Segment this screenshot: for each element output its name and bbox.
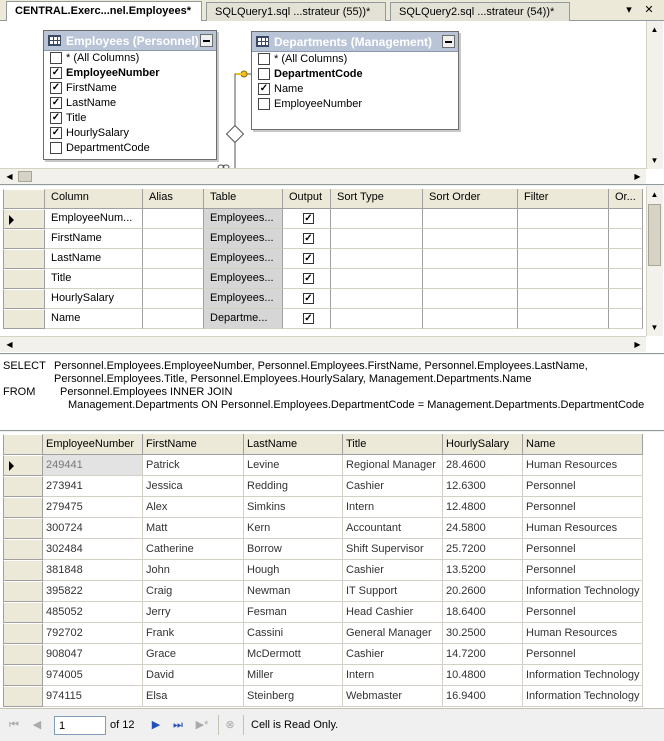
results-cell[interactable]: 14.7200 — [443, 644, 523, 665]
results-column-header[interactable]: EmployeeNumber — [43, 434, 143, 455]
column-checkbox[interactable] — [258, 68, 270, 80]
column-label: EmployeeNumber — [66, 67, 160, 79]
criteria-alias-cell[interactable] — [143, 249, 204, 269]
criteria-sort_order-cell[interactable] — [423, 309, 518, 329]
tab-list-dropdown-icon[interactable]: ▾ — [626, 4, 632, 16]
row-selector[interactable] — [3, 581, 43, 602]
statusbar-separator — [243, 715, 244, 735]
criteria-column-header[interactable]: Output — [283, 189, 331, 209]
minimize-icon[interactable] — [200, 34, 213, 47]
row-selector[interactable] — [3, 209, 45, 229]
column-checkbox[interactable] — [50, 52, 62, 64]
results-cell[interactable]: Personnel — [523, 539, 643, 560]
new-record-icon[interactable]: ▶* — [195, 719, 209, 731]
results-cell[interactable]: 485052 — [43, 602, 143, 623]
criteria-or-cell[interactable] — [609, 309, 643, 329]
results-cell[interactable]: 249441 — [43, 455, 143, 476]
first-record-icon[interactable]: ⏮ — [9, 719, 19, 731]
row-selector[interactable] — [3, 665, 43, 686]
departments-table-title-text: Departments (Management) — [274, 35, 433, 49]
results-cell[interactable]: Elsa — [143, 686, 244, 707]
criteria-column-header[interactable]: Sort Order — [423, 189, 518, 209]
criteria-vertical-scrollbar[interactable] — [646, 186, 663, 336]
diagram-vertical-scrollbar[interactable] — [646, 21, 663, 169]
departments-column-row[interactable] — [252, 67, 458, 82]
column-label: FirstName — [66, 82, 117, 94]
column-label: HourlySalary — [66, 127, 129, 139]
results-cell[interactable]: Human Resources — [523, 518, 643, 539]
criteria-column-header[interactable]: Table — [204, 189, 283, 209]
results-cell[interactable]: Redding — [244, 476, 343, 497]
criteria-or-cell[interactable] — [609, 249, 643, 269]
sql-pane[interactable] — [0, 355, 664, 431]
sql-select-line-2: Personnel.Employees.Title, Personnel.Employees.HourlySalary, Management.Departments.Name — [54, 373, 532, 385]
column-label: EmployeeNumber — [274, 98, 363, 110]
stop-icon[interactable]: ⊗ — [225, 719, 235, 731]
column-checkbox[interactable]: ✓ — [51, 127, 61, 138]
last-record-icon[interactable]: ⏭ — [173, 719, 183, 731]
results-cell[interactable]: Catherine — [143, 539, 244, 560]
record-count-label: of 12 — [110, 719, 135, 731]
results-cell[interactable]: Personnel — [523, 497, 643, 518]
row-selector[interactable] — [3, 269, 45, 289]
column-label: * (All Columns) — [66, 52, 140, 64]
row-selector[interactable] — [3, 623, 43, 644]
results-cell[interactable]: Shift Supervisor — [343, 539, 443, 560]
column-label: Name — [274, 83, 304, 95]
criteria-table-cell[interactable]: Employees... — [204, 289, 283, 309]
employees-column-row[interactable] — [44, 141, 216, 156]
results-cell[interactable]: 273941 — [43, 476, 143, 497]
employees-column-row[interactable] — [44, 96, 216, 111]
diagram-horizontal-scrollbar[interactable] — [0, 168, 646, 184]
results-cell[interactable]: Intern — [343, 497, 443, 518]
criteria-or-cell[interactable] — [609, 289, 643, 309]
tab-sqlquery1[interactable]: SQLQuery1.sql ...strateur (55))* — [206, 2, 386, 21]
output-checkbox[interactable]: ✓ — [304, 313, 313, 324]
results-cell[interactable]: Cassini — [244, 623, 343, 644]
results-cell[interactable]: 12.6300 — [443, 476, 523, 497]
criteria-sort_type-cell[interactable] — [331, 289, 423, 309]
row-selector[interactable] — [3, 602, 43, 623]
results-cell[interactable]: Hough — [244, 560, 343, 581]
results-cell[interactable]: 18.6400 — [443, 602, 523, 623]
departments-table-title[interactable] — [252, 32, 458, 52]
results-cell[interactable]: Borrow — [244, 539, 343, 560]
criteria-or-cell[interactable] — [609, 209, 643, 229]
results-cell[interactable]: Personnel — [523, 602, 643, 623]
criteria-table-cell[interactable]: Departme... — [204, 309, 283, 329]
column-checkbox[interactable]: ✓ — [51, 97, 61, 108]
sql-from-keyword: FROM — [3, 386, 36, 398]
criteria-column-cell[interactable]: Name — [45, 309, 143, 329]
results-cell[interactable]: Accountant — [343, 518, 443, 539]
navigation-statusbar — [0, 708, 664, 741]
criteria-sort_order-cell[interactable] — [423, 209, 518, 229]
previous-record-icon[interactable]: ◀ — [32, 719, 42, 731]
criteria-alias-cell[interactable] — [143, 209, 204, 229]
minimize-icon[interactable] — [442, 35, 455, 48]
criteria-sort_type-cell[interactable] — [331, 249, 423, 269]
results-cell[interactable]: 279475 — [43, 497, 143, 518]
sql-select-keyword: SELECT — [3, 360, 46, 372]
results-cell[interactable]: Cashier — [343, 560, 443, 581]
row-selector[interactable] — [3, 455, 43, 476]
row-header-corner — [3, 189, 45, 209]
results-cell[interactable]: 28.4600 — [443, 455, 523, 476]
results-cell[interactable]: Personnel — [523, 644, 643, 665]
row-selector[interactable] — [3, 289, 45, 309]
results-cell[interactable]: IT Support — [343, 581, 443, 602]
results-cell[interactable]: 12.4800 — [443, 497, 523, 518]
scroll-left-icon[interactable]: ◀ — [6, 340, 13, 349]
results-cell[interactable]: Miller — [244, 665, 343, 686]
results-cell[interactable]: Webmaster — [343, 686, 443, 707]
row-selector[interactable] — [3, 229, 45, 249]
employees-table-title-text: Employees (Personnel) — [66, 34, 199, 48]
column-checkbox[interactable]: ✓ — [51, 67, 61, 78]
results-cell[interactable]: Frank — [143, 623, 244, 644]
results-cell[interactable]: Alex — [143, 497, 244, 518]
sql-from-line-2: Management.Departments ON Personnel.Employees.DepartmentCode = Management.Departments.DepartmentCode — [68, 399, 645, 411]
criteria-sort_order-cell[interactable] — [423, 229, 518, 249]
criteria-alias-cell[interactable] — [143, 269, 204, 289]
results-cell[interactable]: Kern — [244, 518, 343, 539]
criteria-table-cell[interactable]: Employees... — [204, 209, 283, 229]
column-label: * (All Columns) — [274, 53, 348, 65]
results-cell[interactable]: Information Technology — [523, 581, 643, 602]
criteria-column-cell[interactable]: FirstName — [45, 229, 143, 249]
criteria-table-cell[interactable]: Employees... — [204, 269, 283, 289]
results-cell[interactable]: Personnel — [523, 476, 643, 497]
employees-column-row[interactable] — [44, 126, 216, 141]
scroll-left-icon[interactable]: ◀ — [6, 172, 13, 181]
criteria-sort_type-cell[interactable] — [331, 309, 423, 329]
scroll-down-icon[interactable]: ▼ — [650, 156, 659, 165]
results-column-header[interactable]: Title — [343, 434, 443, 455]
results-cell[interactable]: Levine — [244, 455, 343, 476]
results-cell[interactable]: 16.9400 — [443, 686, 523, 707]
row-selector[interactable] — [3, 309, 45, 329]
column-checkbox[interactable]: ✓ — [259, 83, 269, 94]
results-cell[interactable]: Fesman — [244, 602, 343, 623]
row-selector[interactable] — [3, 476, 43, 497]
output-checkbox[interactable]: ✓ — [304, 293, 313, 304]
results-cell[interactable]: McDermott — [244, 644, 343, 665]
departments-column-row[interactable] — [252, 97, 458, 112]
column-checkbox[interactable] — [258, 53, 270, 65]
criteria-alias-cell[interactable] — [143, 309, 204, 329]
column-checkbox[interactable]: ✓ — [51, 82, 61, 93]
criteria-column-cell[interactable]: Title — [45, 269, 143, 289]
criteria-column-header[interactable]: Filter — [518, 189, 609, 209]
criteria-sort_order-cell[interactable] — [423, 249, 518, 269]
sql-from-line-1: Personnel.Employees INNER JOIN — [60, 386, 233, 398]
results-cell[interactable]: 25.7200 — [443, 539, 523, 560]
results-cell[interactable]: 908047 — [43, 644, 143, 665]
criteria-column-header[interactable]: Alias — [143, 189, 204, 209]
row-selector[interactable] — [3, 644, 43, 665]
results-cell[interactable]: Steinberg — [244, 686, 343, 707]
criteria-sort_type-cell[interactable] — [331, 209, 423, 229]
output-checkbox[interactable]: ✓ — [304, 213, 313, 224]
tab-employees-query[interactable]: CENTRAL.Exerc...nel.Employees* — [6, 1, 202, 22]
criteria-sort_type-cell[interactable] — [331, 269, 423, 289]
column-checkbox[interactable]: ✓ — [51, 112, 61, 123]
row-selector[interactable] — [3, 560, 43, 581]
results-column-header[interactable]: FirstName — [143, 434, 244, 455]
results-cell[interactable]: 13.5200 — [443, 560, 523, 581]
criteria-or-cell[interactable] — [609, 229, 643, 249]
scroll-right-icon[interactable]: ▶ — [634, 340, 641, 349]
results-cell[interactable]: 10.4800 — [443, 665, 523, 686]
criteria-alias-cell[interactable] — [143, 229, 204, 249]
results-cell[interactable]: Simkins — [244, 497, 343, 518]
employees-column-row[interactable] — [44, 66, 216, 81]
criteria-horizontal-scrollbar[interactable] — [0, 336, 646, 352]
results-cell[interactable]: Head Cashier — [343, 602, 443, 623]
employees-column-row[interactable] — [44, 81, 216, 96]
scroll-thumb[interactable] — [648, 204, 661, 266]
criteria-filter-cell[interactable] — [518, 269, 609, 289]
results-cell[interactable]: John — [143, 560, 244, 581]
criteria-sort_order-cell[interactable] — [423, 269, 518, 289]
results-cell[interactable]: Jerry — [143, 602, 244, 623]
next-record-icon[interactable]: ▶ — [151, 719, 161, 731]
results-cell[interactable]: 30.2500 — [443, 623, 523, 644]
results-cell[interactable]: 381848 — [43, 560, 143, 581]
row-selector[interactable] — [3, 497, 43, 518]
column-checkbox[interactable] — [258, 98, 270, 110]
criteria-column-cell[interactable]: HourlySalary — [45, 289, 143, 309]
departments-column-row[interactable] — [252, 82, 458, 97]
results-cell[interactable]: Cashier — [343, 644, 443, 665]
status-message: Cell is Read Only. — [251, 719, 339, 731]
results-cell[interactable]: 300724 — [43, 518, 143, 539]
document-tabstrip — [0, 0, 664, 21]
departments-table-box[interactable] — [251, 31, 459, 130]
criteria-filter-cell[interactable] — [518, 229, 609, 249]
row-selector[interactable] — [3, 686, 43, 707]
criteria-sort_order-cell[interactable] — [423, 289, 518, 309]
criteria-column-header[interactable]: Column — [45, 189, 143, 209]
employees-table-box[interactable] — [43, 30, 217, 160]
scroll-thumb[interactable] — [18, 171, 32, 182]
criteria-filter-cell[interactable] — [518, 289, 609, 309]
column-label: DepartmentCode — [66, 142, 150, 154]
statusbar-separator — [218, 715, 219, 735]
diagram-pane — [0, 21, 664, 185]
employees-table-title[interactable] — [44, 31, 216, 51]
results-cell[interactable]: Matt — [143, 518, 244, 539]
criteria-filter-cell[interactable] — [518, 209, 609, 229]
criteria-table-cell[interactable]: Employees... — [204, 249, 283, 269]
scroll-up-icon[interactable]: ▲ — [650, 190, 659, 199]
criteria-column-header[interactable]: Sort Type — [331, 189, 423, 209]
criteria-output-cell[interactable] — [283, 269, 331, 289]
column-label: Title — [66, 112, 87, 124]
criteria-pane — [0, 186, 664, 354]
criteria-column-cell[interactable]: EmployeeNum... — [45, 209, 143, 229]
criteria-output-cell[interactable] — [283, 229, 331, 249]
results-cell[interactable]: 24.5800 — [443, 518, 523, 539]
employees-column-row[interactable] — [44, 111, 216, 126]
results-cell[interactable]: 395822 — [43, 581, 143, 602]
output-checkbox[interactable]: ✓ — [304, 233, 313, 244]
key-icon — [236, 71, 247, 77]
results-cell[interactable]: Patrick — [143, 455, 244, 476]
row-selector[interactable] — [3, 518, 43, 539]
criteria-output-cell[interactable] — [283, 309, 331, 329]
criteria-output-cell[interactable] — [283, 209, 331, 229]
departments-column-row[interactable] — [252, 52, 458, 67]
column-label: LastName — [66, 97, 117, 109]
scroll-up-icon[interactable]: ▲ — [650, 25, 659, 34]
results-cell[interactable]: 20.2600 — [443, 581, 523, 602]
record-number-input[interactable] — [54, 716, 106, 735]
join-line[interactable] — [215, 66, 255, 176]
criteria-column-header[interactable]: Or... — [609, 189, 643, 209]
current-row-arrow-icon — [9, 461, 14, 471]
results-cell[interactable]: Craig — [143, 581, 244, 602]
scroll-down-icon[interactable]: ▼ — [650, 323, 659, 332]
criteria-output-cell[interactable] — [283, 249, 331, 269]
row-selector[interactable] — [3, 539, 43, 560]
results-column-header[interactable]: Name — [523, 434, 643, 455]
results-column-header[interactable]: LastName — [244, 434, 343, 455]
results-cell[interactable]: 302484 — [43, 539, 143, 560]
criteria-output-cell[interactable] — [283, 289, 331, 309]
criteria-column-cell[interactable]: LastName — [45, 249, 143, 269]
results-cell[interactable]: Intern — [343, 665, 443, 686]
criteria-or-cell[interactable] — [609, 269, 643, 289]
results-cell[interactable]: Jessica — [143, 476, 244, 497]
current-row-arrow-icon — [9, 215, 14, 225]
criteria-table-cell[interactable]: Employees... — [204, 229, 283, 249]
results-cell[interactable]: Information Technology — [523, 665, 643, 686]
row-selector[interactable] — [3, 249, 45, 269]
close-tab-icon[interactable]: ✕ — [644, 4, 654, 16]
results-cell[interactable]: Human Resources — [523, 455, 643, 476]
results-column-header[interactable]: HourlySalary — [443, 434, 523, 455]
table-grid-icon — [48, 35, 61, 46]
scroll-right-icon[interactable]: ▶ — [634, 172, 641, 181]
criteria-sort_type-cell[interactable] — [331, 229, 423, 249]
results-cell[interactable]: 974005 — [43, 665, 143, 686]
results-cell[interactable]: Regional Manager — [343, 455, 443, 476]
results-cell[interactable]: Information Technology — [523, 686, 643, 707]
results-cell[interactable]: General Manager — [343, 623, 443, 644]
results-cell[interactable]: 792702 — [43, 623, 143, 644]
results-cell[interactable]: Grace — [143, 644, 244, 665]
row-header-corner — [3, 434, 43, 455]
results-cell[interactable]: David — [143, 665, 244, 686]
employees-column-row[interactable] — [44, 51, 216, 66]
criteria-filter-cell[interactable] — [518, 309, 609, 329]
results-cell[interactable]: Newman — [244, 581, 343, 602]
column-label: DepartmentCode — [274, 68, 363, 80]
output-checkbox[interactable]: ✓ — [304, 273, 313, 284]
results-pane — [0, 432, 664, 708]
table-grid-icon — [256, 36, 269, 47]
output-checkbox[interactable]: ✓ — [304, 253, 313, 264]
criteria-filter-cell[interactable] — [518, 249, 609, 269]
results-cell[interactable]: 974115 — [43, 686, 143, 707]
tab-sqlquery2[interactable]: SQLQuery2.sql ...strateur (54))* — [390, 2, 570, 21]
criteria-alias-cell[interactable] — [143, 289, 204, 309]
join-diamond-icon[interactable] — [227, 126, 244, 143]
results-cell[interactable]: Cashier — [343, 476, 443, 497]
results-cell[interactable]: Human Resources — [523, 623, 643, 644]
sql-select-line-1: Personnel.Employees.EmployeeNumber, Personnel.Employees.FirstName, Personnel.Employees.LastName, — [54, 360, 588, 372]
results-cell[interactable]: Personnel — [523, 560, 643, 581]
column-checkbox[interactable] — [50, 142, 62, 154]
